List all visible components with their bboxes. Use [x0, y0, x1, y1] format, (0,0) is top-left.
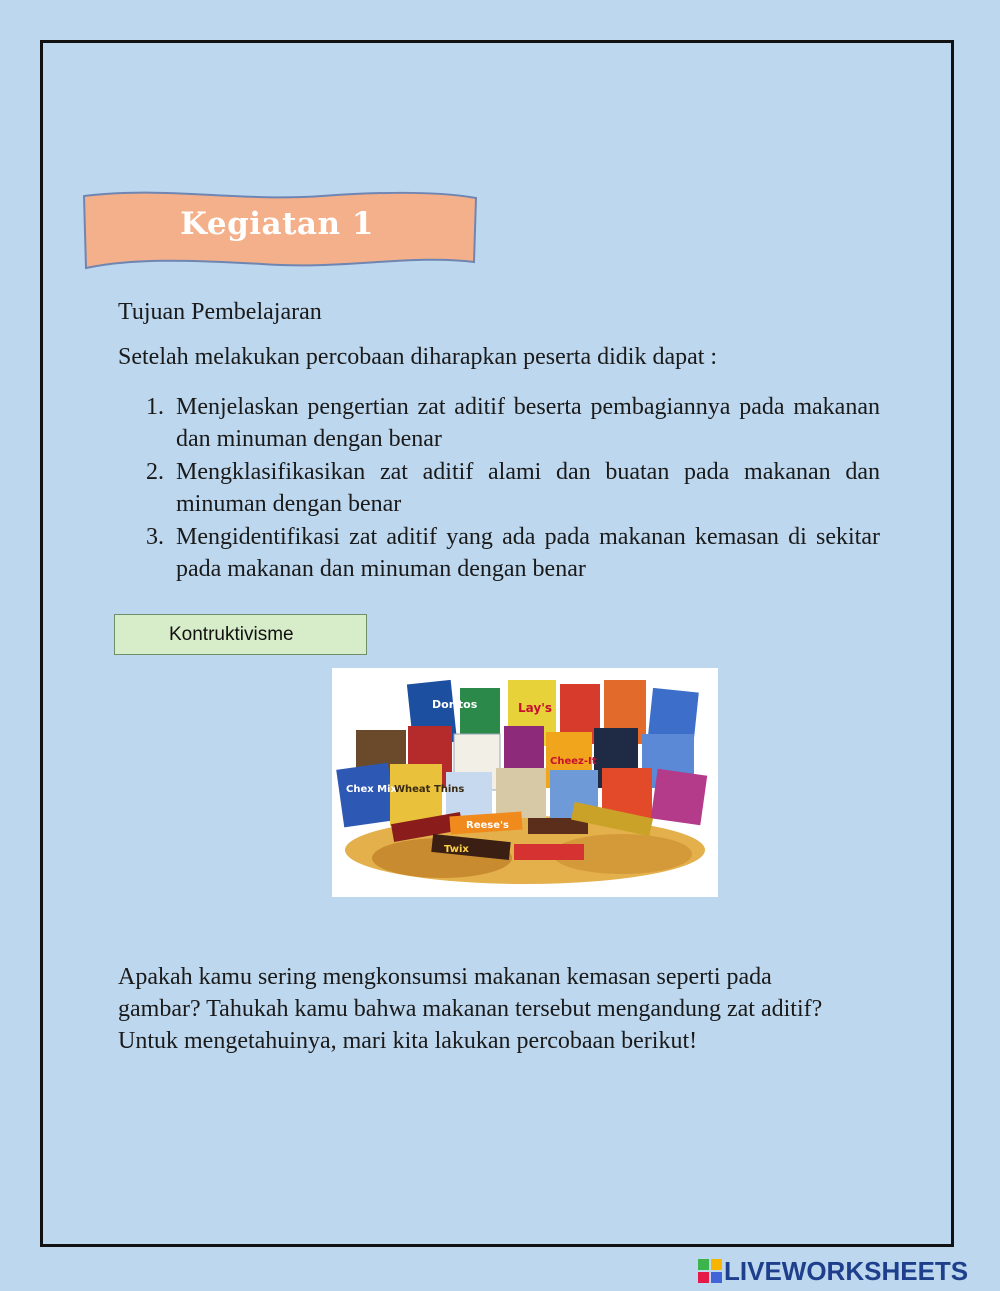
- photo-label: Chex Mix: [346, 784, 398, 795]
- liveworksheets-brand[interactable]: [698, 1257, 968, 1285]
- list-item-number: 3.: [146, 524, 164, 550]
- objectives-list: [146, 391, 880, 586]
- list-item-text: Menjelaskan pengertian zat aditif beserta pembagiannya pada makanan dan minuman dengan benar: [176, 394, 880, 452]
- list-item-number: 1.: [146, 394, 164, 420]
- snack-packages-illustration: [332, 668, 718, 897]
- list-item: [146, 456, 880, 520]
- photo-label: Lay's: [518, 701, 553, 715]
- photo-label: Twix: [444, 844, 469, 855]
- banner-title: Kegiatan 1: [180, 206, 374, 242]
- list-item-number: 2.: [146, 459, 164, 485]
- kontruktivisme-tag: Kontruktivisme: [114, 614, 367, 655]
- list-item-text: Mengidentifikasi zat aditif yang ada pada makanan kemasan di sekitar pada makanan dan minuman dengan benar: [176, 524, 880, 582]
- intro-question: Apakah kamu sering mengkonsumsi makanan kemasan seperti pada gambar? Tahukah kamu bahwa makanan tersebut mengandung zat aditif? Untuk mengetahuinya, mari kita lakukan percobaan berikut!: [118, 964, 823, 1054]
- list-item: [146, 391, 880, 455]
- liveworksheets-logo-icon: [698, 1259, 722, 1283]
- photo-label: Wheat Thins: [394, 784, 465, 795]
- photo-label: Doritos: [432, 698, 478, 711]
- list-item-text: Mengklasifikasikan zat aditif alami dan buatan pada makanan dan minuman dengan benar: [176, 459, 880, 517]
- objectives-title: Tujuan Pembelajaran: [118, 299, 322, 325]
- liveworksheets-brand-text: LIVEWORKSHEETS: [724, 1255, 969, 1286]
- objectives-intro: Setelah melakukan percobaan diharapkan peserta didik dapat :: [118, 344, 718, 370]
- snack-packages-image: [332, 668, 718, 897]
- activity-banner: [82, 188, 480, 272]
- photo-label: Cheez-It: [550, 756, 597, 767]
- list-item: [146, 521, 880, 585]
- photo-label: Reese's: [466, 820, 510, 831]
